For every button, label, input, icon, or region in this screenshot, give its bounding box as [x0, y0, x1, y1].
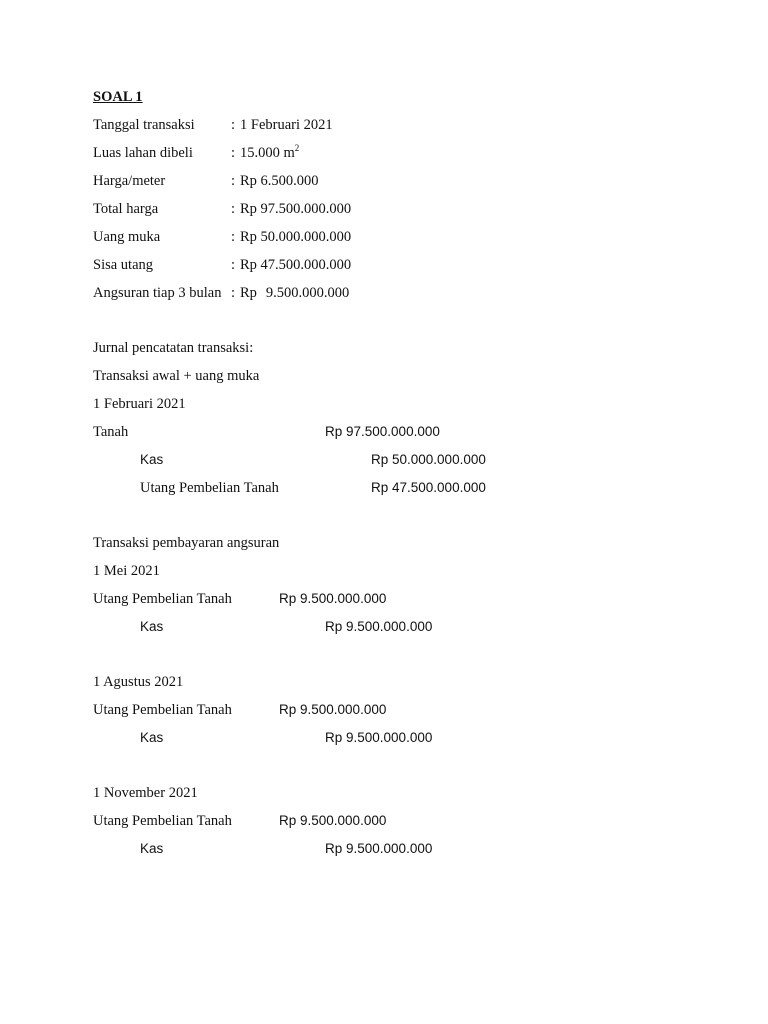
journal-credit-amount: Rp 50.000.000.000 — [371, 452, 486, 467]
installment-credit-account: Kas — [140, 730, 164, 745]
installment-date: 1 November 2021 — [93, 785, 198, 801]
installment-debit-amount: Rp 9.500.000.000 — [279, 813, 387, 828]
detail-label-sisa-utang: Sisa utang — [93, 257, 154, 273]
installments-heading: Transaksi pembayaran angsuran — [93, 535, 280, 551]
journal-debit-amount: Rp 97.500.000.000 — [325, 424, 440, 439]
installment-debit-account: Utang Pembelian Tanah — [93, 813, 232, 829]
detail-value-harga-meter: Rp 6.500.000 — [240, 173, 319, 189]
detail-value-sisa-utang: Rp 47.500.000.000 — [240, 257, 352, 273]
journal-heading: Jurnal pencatatan transaksi: — [93, 340, 254, 356]
detail-separator: : — [231, 229, 236, 245]
installment-credit-account: Kas — [140, 841, 164, 856]
detail-label-total-harga: Total harga — [93, 201, 159, 217]
installment-debit-amount: Rp 9.500.000.000 — [279, 591, 387, 606]
detail-value-angsuran — [240, 284, 349, 302]
installment-credit-amount: Rp 9.500.000.000 — [325, 841, 433, 856]
detail-separator: : — [231, 257, 236, 273]
installment-date: 1 Mei 2021 — [93, 563, 160, 579]
installment-debit-account: Utang Pembelian Tanah — [93, 702, 232, 718]
detail-separator: : — [231, 145, 236, 161]
detail-separator: : — [231, 285, 236, 301]
detail-value-total-harga: Rp 97.500.000.000 — [240, 201, 352, 217]
detail-separator: : — [231, 201, 236, 217]
detail-separator: : — [231, 173, 236, 189]
detail-separator: : — [231, 117, 236, 133]
detail-label-tanggal: Tanggal transaksi — [93, 117, 195, 133]
journal-credit-account: Kas — [140, 452, 164, 467]
journal-debit-account: Tanah — [93, 424, 129, 440]
detail-value-angsuran-currency: Rp — [240, 285, 257, 301]
installment-credit-account: Kas — [140, 619, 164, 634]
installment-credit-amount: Rp 9.500.000.000 — [325, 619, 433, 634]
journal-credit-amount: Rp 47.500.000.000 — [371, 480, 486, 495]
detail-value-uang-muka: Rp 50.000.000.000 — [240, 229, 352, 245]
initial-transaction-date: 1 Februari 2021 — [93, 396, 186, 412]
installment-debit-account: Utang Pembelian Tanah — [93, 591, 232, 607]
detail-label-uang-muka: Uang muka — [93, 229, 161, 245]
detail-label-harga-meter: Harga/meter — [93, 173, 166, 189]
detail-value-luas — [240, 144, 299, 162]
document-title: SOAL 1 — [93, 89, 143, 105]
detail-label-angsuran: Angsuran tiap 3 bulan — [93, 285, 222, 301]
detail-label-luas: Luas lahan dibeli — [93, 145, 193, 161]
installment-debit-amount: Rp 9.500.000.000 — [279, 702, 387, 717]
installment-credit-amount: Rp 9.500.000.000 — [325, 730, 433, 745]
detail-value-luas-number: 15.000 m — [240, 145, 295, 161]
detail-value-luas-superscript: 2 — [294, 143, 300, 153]
installment-date: 1 Agustus 2021 — [93, 674, 184, 690]
initial-transaction-heading: Transaksi awal + uang muka — [93, 368, 260, 384]
detail-value-angsuran-amount: 9.500.000.000 — [265, 285, 350, 301]
journal-credit-account: Utang Pembelian Tanah — [140, 480, 279, 496]
detail-value-tanggal: 1 Februari 2021 — [240, 117, 333, 133]
